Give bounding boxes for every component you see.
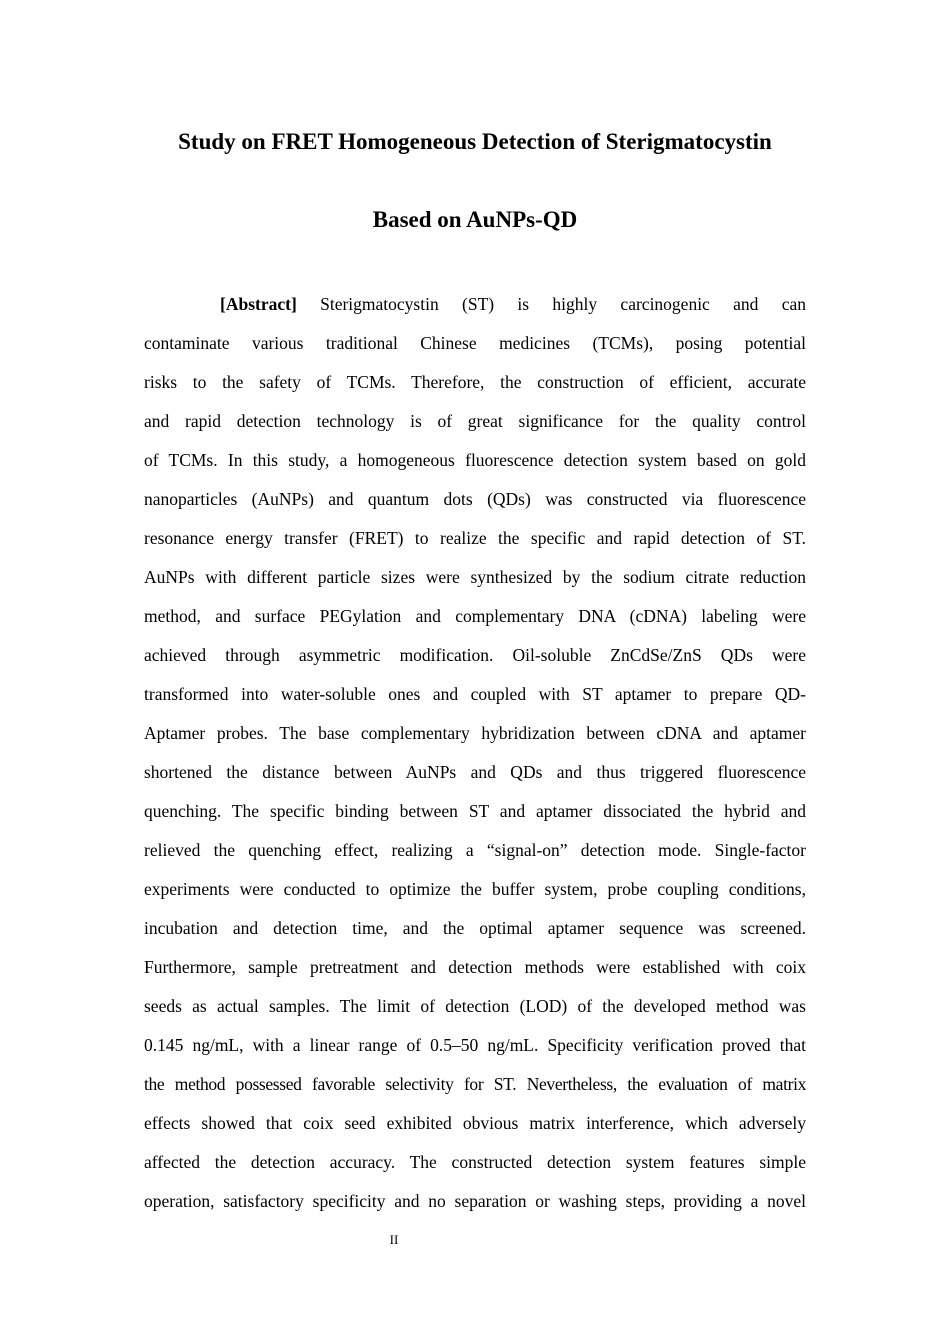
- abstract-line: affected the detection accuracy. The constructed detection system features simple: [144, 1152, 806, 1172]
- abstract-label: [Abstract]: [220, 294, 297, 314]
- page-number: II: [389, 1232, 399, 1247]
- abstract-line: incubation and detection time, and the optimal aptamer sequence was screened.: [144, 918, 806, 938]
- abstract-line: resonance energy transfer (FRET) to realize the specific and rapid detection of ST.: [144, 528, 806, 548]
- abstract-line: method, and surface PEGylation and complementary DNA (cDNA) labeling were: [144, 606, 806, 626]
- paper-title-line-2: Based on AuNPs-QD: [372, 207, 578, 232]
- abstract-line: AuNPs with different particle sizes were synthesized by the sodium citrate reduction: [144, 567, 806, 587]
- abstract-line: relieved the quenching effect, realizing a “signal-on” detection mode. Single-factor: [144, 840, 806, 860]
- abstract-line-text: Sterigmatocystin (ST) is highly carcinogenic and can: [320, 294, 806, 314]
- abstract-line: experiments were conducted to optimize the buffer system, probe coupling conditions,: [144, 879, 806, 899]
- abstract-line: transformed into water-soluble ones and coupled with ST aptamer to prepare QD-: [144, 684, 806, 704]
- abstract-line: [144, 285, 806, 324]
- abstract-line: effects showed that coix seed exhibited obvious matrix interference, which adversely: [144, 1113, 806, 1133]
- abstract-line: shortened the distance between AuNPs and QDs and thus triggered fluorescence: [144, 762, 806, 782]
- abstract-line: 0.145 ng/mL, with a linear range of 0.5–50 ng/mL. Specificity verification proved that: [144, 1035, 806, 1055]
- abstract-line: risks to the safety of TCMs. Therefore, the construction of efficient, accurate: [144, 372, 806, 392]
- abstract-line: contaminate various traditional Chinese medicines (TCMs), posing potential: [144, 333, 806, 353]
- abstract-line: Aptamer probes. The base complementary hybridization between cDNA and aptamer: [144, 723, 806, 743]
- abstract-line: and rapid detection technology is of great significance for the quality control: [144, 411, 806, 431]
- abstract-line: achieved through asymmetric modification. Oil-soluble ZnCdSe/ZnS QDs were: [144, 645, 806, 665]
- abstract-line: operation, satisfactory specificity and no separation or washing steps, providing a novel: [144, 1191, 806, 1211]
- abstract-line: quenching. The specific binding between ST and aptamer dissociated the hybrid and: [144, 801, 806, 821]
- abstract-line: seeds as actual samples. The limit of detection (LOD) of the developed method was: [144, 996, 806, 1016]
- abstract-line: nanoparticles (AuNPs) and quantum dots (QDs) was constructed via fluorescence: [144, 489, 806, 509]
- abstract-line: Furthermore, sample pretreatment and detection methods were established with coix: [144, 957, 806, 977]
- paper-title-line-1: Study on FRET Homogeneous Detection of Sterigmatocystin: [178, 129, 772, 154]
- abstract-line: the method possessed favorable selectivity for ST. Nevertheless, the evaluation of matrix: [144, 1074, 806, 1094]
- abstract-paragraph: [144, 285, 806, 1221]
- abstract-line: of TCMs. In this study, a homogeneous fluorescence detection system based on gold: [144, 450, 806, 470]
